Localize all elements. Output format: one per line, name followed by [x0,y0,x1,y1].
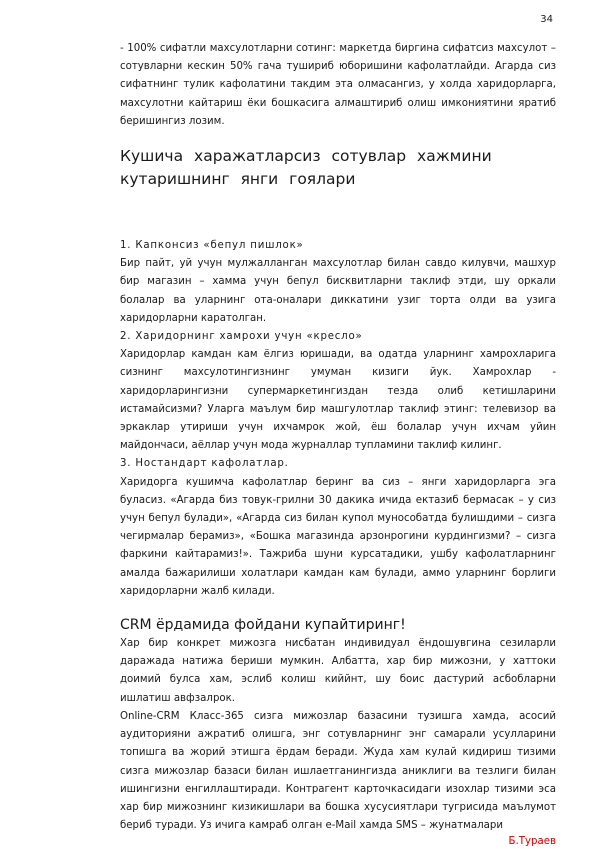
item-title-nonstandard-guarantees: 3. Ностандарт кафолатлар. [120,458,289,470]
document-body [120,40,556,849]
intro-paragraph: - 100% сифатли махсулотларни сотинг: маркетда биргина сифатсиз махсулот – сотувларни кескин 50% гача тушириб юборишини кафолатлайди. Агарда сиз сифатнинг тулик кафолатини такдим эта олмасангиз, у холда харидорларга, махсулотни кайтариш ёки бошкасига алмаштириб олиш имкониятини яратиб беришингиз лозим. [120,43,556,127]
section-heading-ideas: Кушича харажатларсиз сотувлар хажмини кутаришнинг янги гоялари [120,147,492,189]
crm-paragraph-2: Online-CRM Класс-365 сизга мижозлар базасини тузишга хамда, асосий аудиторияни ажратиб олишга, энг сотувларнинг энг самарали усулларини топишга ва жорий этишга ёрдам беради. Жуда хам кулай кидириш тизими сизга мижозлар базаси билан ишлаетганингизда аниклиги ва тезлиги билан ишингизни енгиллаштиради. Контрагент карточкасидаги изохлар тизими эса хар бир мижознинг кизикишлари ва бошка хусусиятлари тугрисида маълумот бериб туради. Уз ичига камраб олган e-Mail хамда SMS – жунатмалари [120,710,556,832]
item-title-free-cheese: 1. Капконсиз «бепул пишлок» [120,240,304,252]
item-text-companion-chair: Харидорлар камдан кам ёлгиз юришади, ва одатда уларнинг хамрохларига сизнинг махсулотингизнинг умуман кизиги йук. Хамрохлар - харидорларингизни супермаркетингиздан тезда олиб кетишларини истамайсизми? Уларга маълум бир машгулотлар таклиф этинг: телевизор ва эркаклар утириши учун ихчамрок жой, ёш болалар учун ихчам уйин майдончаси, аёллар учун мода журналлар тупламини таклиф килинг. [120,349,556,452]
author-signature: Б.Тураев [508,836,556,848]
page-number: 34 [540,14,553,25]
section-heading-crm: CRM ёрдамида фойдани купайтиринг! [120,617,406,634]
item-text-nonstandard-guarantees: Харидорга кушимча кафолатлар беринг ва сиз – янги харидорларга эга буласиз. «Агарда биз товук-грилни 30 дакика ичида ектазиб бермасак – у сиз учун бепул булади», «Агарда сиз билан купол мунособатда булишдими – сизга чегирмалар берамиз», «Бошка магазинда арзонрогини курдингизми? – сизга фаркини кайтарамиз!». Тажриба шуни курсатадики, ушбу кафолатларнинг амалда бажарилиши холатлари камдан кам булади, аммо уларнинг борлиги харидорларни жалб килади. [120,476,556,597]
item-text-free-cheese: Бир пайт, уй учун мулжалланган махсулотлар билан савдо килувчи, машхур бир магазин – хамма учун бепул бисквитларни таклиф этди, шу оркали болалар ва уларнинг ота-оналари диккатини узиг торта олди ва узига харидорларни каратолган. [120,258,556,324]
crm-paragraph-1: Хар бир конкрет мижозга нисбатан индивидуал ёндошувгина сезиларли даражада натижа бериши мумкин. Албатта, хар бир мижозни, у хаттоки доимий булса хам, эслиб колиш киййнт, шу боис дастурий асбобларни ишлатиш авфзалрок. [120,638,556,704]
item-title-companion-chair: 2. Харидорнинг хамрохи учун «кресло» [120,331,363,343]
